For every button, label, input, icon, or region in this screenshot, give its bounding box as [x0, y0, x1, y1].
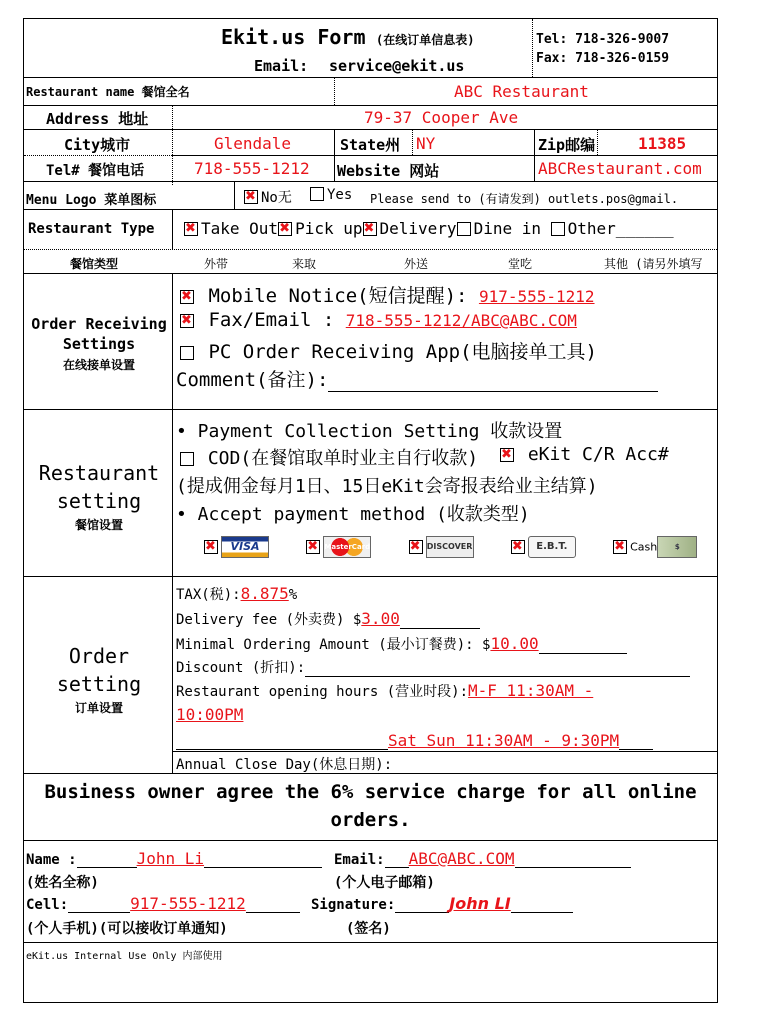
- state-value[interactable]: NY: [416, 134, 436, 153]
- city-value[interactable]: Glendale: [214, 134, 292, 153]
- checkbox-checked-icon[interactable]: [180, 314, 194, 328]
- ekit-note: (提成佣金每月1日、15日eKit会寄报表给业主结算): [176, 476, 598, 497]
- tel-value[interactable]: 718-555-1212: [194, 159, 310, 178]
- checkbox-checked-icon[interactable]: [244, 190, 258, 204]
- opening-hours[interactable]: Restaurant opening hours (营业时段):M-F 11:30AM -: [176, 681, 594, 700]
- annual-close-field[interactable]: [392, 758, 660, 774]
- checkbox-checked-icon[interactable]: [278, 222, 292, 236]
- order-receiving-label-cn: 在线接单设置: [62, 358, 135, 372]
- minimal-order[interactable]: Minimal Ordering Amount (最小订餐费): $10.00: [176, 634, 627, 654]
- opening-hours-value-2[interactable]: 10:00PM: [176, 705, 244, 724]
- tax[interactable]: TAX(税):8.875%: [176, 584, 298, 603]
- accept-payment-heading: • Accept payment method (收款类型): [176, 504, 530, 525]
- restaurant-type-options: [184, 219, 674, 238]
- menu-logo-yes[interactable]: Yes: [310, 187, 352, 203]
- header-email[interactable]: service@ekit.us: [329, 57, 465, 75]
- restaurant-type-label-cn: 餐馆类型: [70, 257, 119, 271]
- zip-label: Zip邮编: [538, 136, 596, 154]
- checkbox-checked-icon[interactable]: [511, 540, 525, 554]
- header-email-label: Email:: [254, 57, 309, 75]
- type-cn-0: 外带: [204, 257, 229, 271]
- checkbox-checked-icon[interactable]: [184, 222, 198, 236]
- checkbox-icon[interactable]: [551, 222, 565, 236]
- owner-cell-cn: (个人手机)(可以接收订单通知): [26, 921, 228, 937]
- restaurant-setting-label-cn: 餐馆设置: [74, 518, 123, 532]
- type-takeout[interactable]: ✖ Take Out: [184, 219, 278, 238]
- checkbox-checked-icon[interactable]: [409, 540, 423, 554]
- restaurant-name-value[interactable]: ABC Restaurant: [454, 82, 589, 101]
- checkbox-checked-icon[interactable]: [204, 540, 218, 554]
- type-delivery[interactable]: ✖ Delivery: [363, 219, 457, 238]
- owner-signature-cn: (签名): [346, 921, 391, 937]
- ebt-card-icon: E.B.T.: [528, 536, 576, 558]
- header-fax: Fax: 718-326-0159: [536, 51, 670, 66]
- opening-hours-value-3[interactable]: Sat Sun 11:30AM - 9:30PM: [388, 731, 620, 750]
- ekit-option[interactable]: ✖ eKit C/R Acc#: [500, 444, 669, 465]
- payment-collection-heading: • Payment Collection Setting 收款设置: [176, 421, 563, 442]
- type-cn-4: 其他 (请另外填写: [604, 257, 703, 271]
- type-cn-2: 外送: [404, 257, 429, 271]
- checkbox-icon[interactable]: [310, 187, 324, 201]
- type-cn-1: 来取: [292, 257, 317, 271]
- agreement-line-1: Business owner agree the 6% service charge for all online: [44, 781, 697, 803]
- mobile-notice[interactable]: ✖ Mobile Notice(短信提醒): 917-555-1212: [180, 281, 595, 308]
- cod-option[interactable]: COD(在餐馆取单时业主自行收款): [180, 444, 478, 470]
- owner-signature[interactable]: Signature: John LI: [311, 894, 573, 913]
- owner-name[interactable]: Name : John Li: [26, 849, 322, 868]
- internal-use-label: eKit.us Internal Use Only 内部使用: [26, 951, 223, 962]
- checkbox-icon[interactable]: [180, 346, 194, 360]
- owner-email-value[interactable]: ABC@ABC.COM: [408, 849, 515, 868]
- checkbox-checked-icon[interactable]: [363, 222, 377, 236]
- owner-name-value[interactable]: John Li: [136, 849, 205, 868]
- fax-email-value[interactable]: 718-555-1212/ABC@ABC.COM: [345, 311, 577, 330]
- form-title-cn: (在线订单信息表): [376, 33, 475, 47]
- restaurant-name-label: Restaurant name 餐馆全名: [26, 85, 190, 99]
- type-pickup[interactable]: ✖ Pick up: [278, 219, 362, 238]
- owner-email-cn: (个人电子邮箱): [334, 875, 435, 891]
- owner-name-cn: (姓名全称): [26, 875, 99, 891]
- pc-order-app[interactable]: PC Order Receiving App(电脑接单工具): [180, 337, 597, 364]
- order-form: [23, 18, 718, 1003]
- visa-card-icon: VISA: [221, 536, 269, 558]
- website-value[interactable]: ABCRestaurant.com: [538, 159, 702, 178]
- type-other[interactable]: Other______: [551, 219, 674, 238]
- comment-field[interactable]: [328, 376, 658, 392]
- checkbox-checked-icon[interactable]: [613, 540, 627, 554]
- minimal-order-value[interactable]: 10.00: [490, 634, 539, 653]
- cash-icon: $: [657, 536, 697, 558]
- tax-value[interactable]: 8.875: [240, 584, 289, 603]
- tel-label: Tel# 餐馆电话: [46, 163, 145, 179]
- menu-logo-label: Menu Logo 菜单图标: [26, 193, 157, 208]
- opening-hours-value-1[interactable]: M-F 11:30AM -: [468, 681, 594, 700]
- menu-logo-no[interactable]: ✖ No无: [244, 187, 292, 207]
- website-label: Website 网站: [337, 162, 440, 180]
- checkbox-checked-icon[interactable]: [180, 290, 194, 304]
- agreement-line-2: orders.: [330, 809, 411, 831]
- order-setting-label: Order setting: [56, 644, 142, 696]
- menu-logo-note: Please send to (有请发到) outlets.pos@gmail.: [370, 192, 679, 206]
- discover-card-icon: DISCOVER: [426, 536, 474, 558]
- form-title: Ekit.us Form: [221, 25, 366, 49]
- type-dinein[interactable]: Dine in: [457, 219, 541, 238]
- restaurant-type-label: Restaurant Type: [28, 221, 155, 237]
- owner-cell-value[interactable]: 917-555-1212: [130, 894, 246, 913]
- mobile-notice-value[interactable]: 917-555-1212: [478, 287, 595, 306]
- checkbox-icon[interactable]: [457, 222, 471, 236]
- payment-methods: [204, 536, 697, 558]
- owner-email[interactable]: Email: ABC@ABC.COM: [334, 849, 631, 868]
- delivery-fee-value[interactable]: 3.00: [361, 609, 400, 628]
- discount-field[interactable]: [305, 661, 690, 677]
- restaurant-setting-label: Restaurant setting: [38, 461, 160, 513]
- discount[interactable]: Discount (折扣):: [176, 657, 690, 677]
- owner-cell[interactable]: Cell: 917-555-1212: [26, 894, 300, 913]
- annual-close[interactable]: Annual Close Day(休息日期):: [176, 754, 660, 774]
- comment[interactable]: Comment(备注):: [176, 365, 658, 392]
- state-label: State州: [340, 136, 401, 154]
- city-label: City城市: [64, 136, 131, 154]
- fax-email[interactable]: ✖ Fax/Email : 718-555-1212/ABC@ABC.COM: [180, 309, 577, 331]
- address-label: Address 地址: [46, 110, 149, 128]
- checkbox-icon[interactable]: [180, 452, 194, 466]
- owner-signature-value[interactable]: John LI: [449, 894, 511, 913]
- header-tel: Tel: 718-326-9007: [536, 32, 670, 47]
- mastercard-icon: MasterCard: [323, 536, 371, 558]
- checkbox-checked-icon[interactable]: [306, 540, 320, 554]
- order-receiving-label: Order Receiving Settings: [31, 315, 167, 353]
- zip-value[interactable]: 11385: [638, 134, 687, 153]
- opening-hours-line-3[interactable]: [176, 731, 653, 750]
- delivery-fee[interactable]: Delivery fee (外卖费) $3.00: [176, 609, 480, 629]
- type-cn-3: 堂吃: [508, 257, 533, 271]
- cash-label: Cash: [630, 540, 658, 554]
- checkbox-checked-icon[interactable]: [500, 448, 514, 462]
- address-value[interactable]: 79-37 Cooper Ave: [364, 108, 519, 127]
- order-setting-label-cn: 订单设置: [74, 701, 123, 715]
